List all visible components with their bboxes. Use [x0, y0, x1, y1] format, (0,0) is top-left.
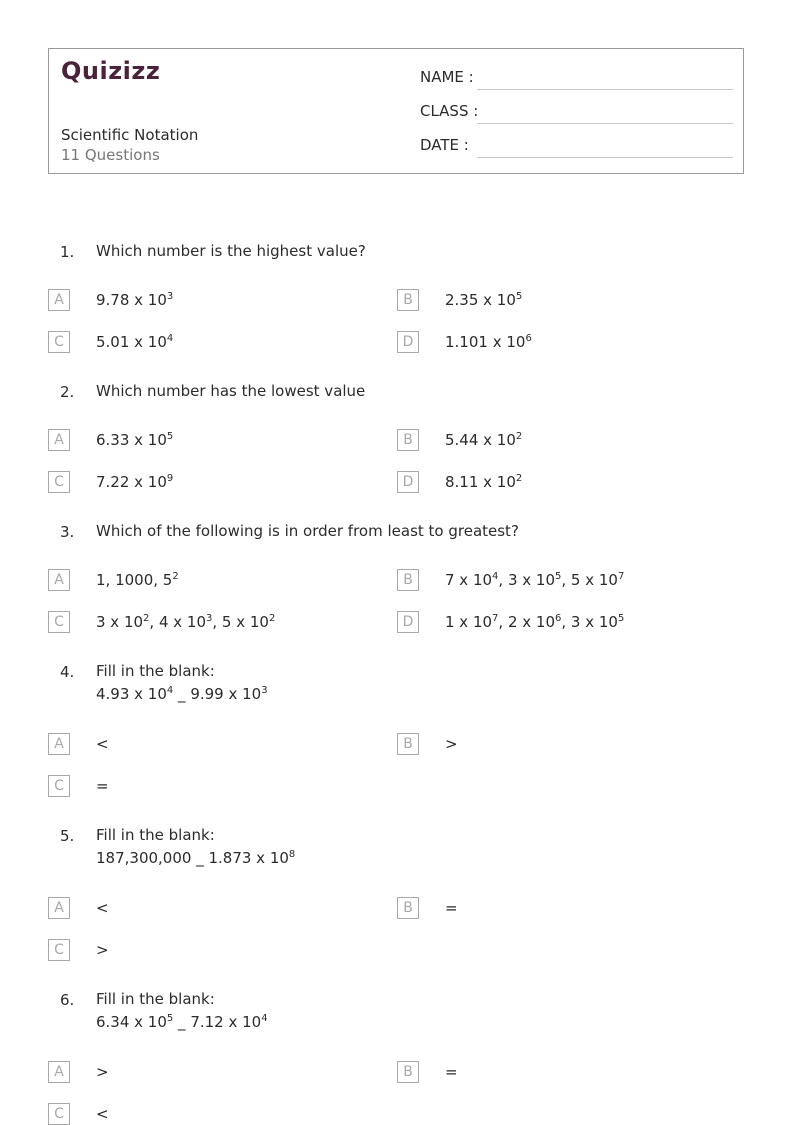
- option-text: >: [96, 1063, 109, 1081]
- question-text-line: Which number is the highest value?: [96, 242, 366, 260]
- option-letter-box[interactable]: B: [397, 897, 419, 919]
- question-text-line: Fill in the blank:: [96, 990, 215, 1008]
- question-text-line: 6.34 x $10^5$ _ 7.12 x $10^4$: [96, 1013, 268, 1031]
- option-letter-box[interactable]: C: [48, 611, 70, 633]
- option-letter-box[interactable]: B: [397, 1061, 419, 1083]
- option-text: 3 x $10^2$, 4 x $10^3$, 5 x $10^2$: [96, 613, 276, 631]
- name-line: [477, 89, 733, 90]
- option-letter-box[interactable]: C: [48, 471, 70, 493]
- worksheet-title: Scientific Notation: [61, 126, 199, 144]
- question-number: 2.: [60, 383, 75, 401]
- question-number: 3.: [60, 523, 75, 541]
- question-text-line: 4.93 x $10^4$ _ 9.99 x $10^3$: [96, 685, 268, 703]
- option-letter-box[interactable]: C: [48, 939, 70, 961]
- option-text: 8.11 x $10^2$: [445, 473, 523, 491]
- question-number: 6.: [60, 991, 75, 1009]
- class-label: CLASS :: [420, 102, 479, 120]
- option-letter-box[interactable]: A: [48, 429, 70, 451]
- date-label: DATE :: [420, 136, 469, 154]
- question-text-line: Which of the following is in order from least to greatest?: [96, 522, 519, 540]
- option-text: <: [96, 899, 109, 917]
- option-text: 1 x $10^7$, 2 x $10^6$, 3 x $10^5$: [445, 613, 625, 631]
- question-text-line: Fill in the blank:: [96, 662, 215, 680]
- option-text: 1, 1000, $5^2$: [96, 571, 179, 589]
- option-text: 5.01 x $10^4$: [96, 333, 174, 351]
- date-line: [477, 157, 733, 158]
- quizizz-logo: Quizizz: [61, 57, 161, 85]
- option-text: =: [96, 777, 109, 795]
- question-text: [96, 240, 366, 263]
- option-text: =: [445, 899, 458, 917]
- option-text: 9.78 x $10^3$: [96, 291, 174, 309]
- option-letter-box[interactable]: B: [397, 569, 419, 591]
- question-number: 5.: [60, 827, 75, 845]
- question-text: [96, 660, 268, 706]
- option-letter-box[interactable]: C: [48, 331, 70, 353]
- option-text: 6.33 x $10^5$: [96, 431, 174, 449]
- option-letter-box[interactable]: B: [397, 733, 419, 755]
- class-line: [477, 123, 733, 124]
- option-letter-box[interactable]: B: [397, 429, 419, 451]
- option-letter-box[interactable]: A: [48, 897, 70, 919]
- option-letter-box[interactable]: D: [397, 471, 419, 493]
- option-text: <: [96, 735, 109, 753]
- question-text: [96, 988, 268, 1034]
- option-text: =: [445, 1063, 458, 1081]
- question-text: [96, 824, 295, 870]
- question-number: 4.: [60, 663, 75, 681]
- option-letter-box[interactable]: D: [397, 611, 419, 633]
- option-text: >: [96, 941, 109, 959]
- option-letter-box[interactable]: A: [48, 733, 70, 755]
- name-label: NAME :: [420, 68, 474, 86]
- option-letter-box[interactable]: A: [48, 1061, 70, 1083]
- question-text: [96, 380, 365, 403]
- option-letter-box[interactable]: C: [48, 1103, 70, 1125]
- option-letter-box[interactable]: D: [397, 331, 419, 353]
- option-letter-box[interactable]: B: [397, 289, 419, 311]
- question-text-line: Fill in the blank:: [96, 826, 215, 844]
- option-text: >: [445, 735, 458, 753]
- option-letter-box[interactable]: A: [48, 289, 70, 311]
- worksheet-header: [48, 48, 744, 174]
- option-text: 1.101 x $10^6$: [445, 333, 532, 351]
- option-text: 7.22 x $10^9$: [96, 473, 174, 491]
- question-text-line: Which number has the lowest value: [96, 382, 366, 400]
- option-text: 7 x $10^4$, 3 x $10^5$, 5 x $10^7$: [445, 571, 625, 589]
- option-text: 5.44 x $10^2$: [445, 431, 523, 449]
- option-letter-box[interactable]: A: [48, 569, 70, 591]
- question-number: 1.: [60, 243, 75, 261]
- option-text: 2.35 x $10^5$: [445, 291, 523, 309]
- question-count: 11 Questions: [61, 146, 160, 164]
- question-text-line: 187,300,000 _ 1.873 x $10^8$: [96, 849, 296, 867]
- option-text: <: [96, 1105, 109, 1123]
- option-letter-box[interactable]: C: [48, 775, 70, 797]
- question-text: [96, 520, 519, 543]
